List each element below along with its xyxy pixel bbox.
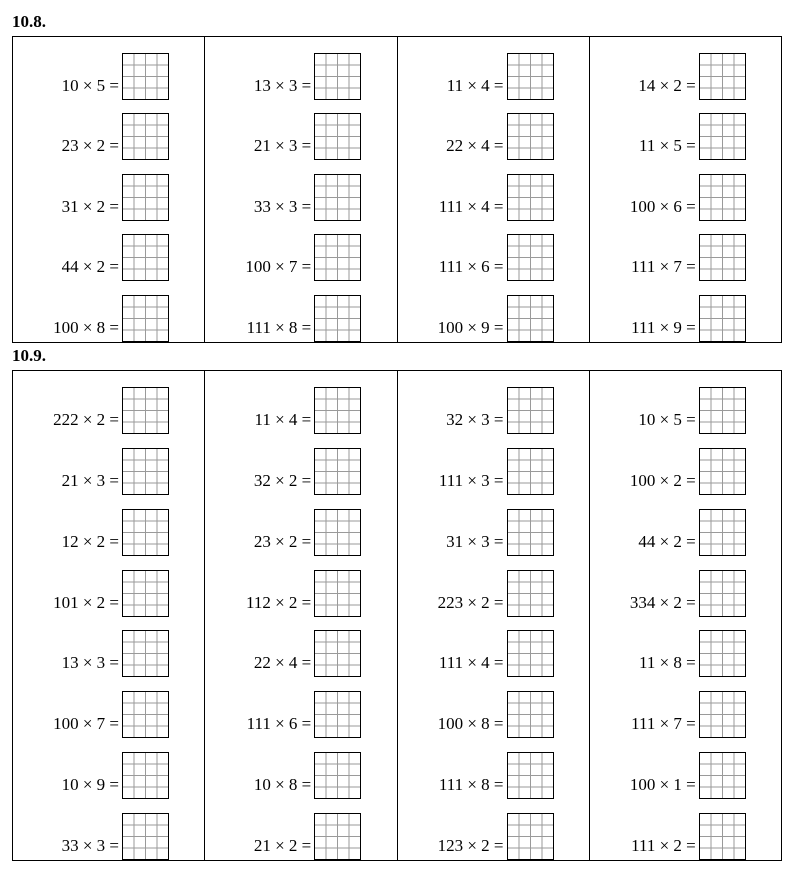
multiplication-expression: 33 × 3 =	[61, 836, 119, 855]
multiplication-expression: 112 × 2 =	[245, 592, 312, 612]
exercise-row	[590, 738, 781, 799]
answer-grid-box[interactable]	[507, 752, 554, 799]
answer-grid-box[interactable]	[699, 752, 746, 799]
answer-grid-box[interactable]	[507, 234, 554, 281]
exercise-row	[13, 799, 204, 860]
multiplication-expression: 111 × 8 =	[246, 317, 312, 337]
answer-grid-box[interactable]	[314, 630, 361, 677]
answer-grid-box[interactable]	[314, 509, 361, 556]
exercise-column	[205, 371, 397, 860]
answer-grid-box[interactable]	[314, 387, 361, 434]
answer-grid-box[interactable]	[314, 234, 361, 281]
exercise-column	[398, 371, 590, 860]
multiplication-expression: 111 × 9 =	[631, 317, 696, 337]
multiplication-expression: 100 × 9 =	[437, 317, 504, 337]
multiplication-expression: 111 × 4 =	[438, 653, 504, 673]
exercise-row	[590, 281, 781, 342]
multiplication-expression: 111 × 7 =	[631, 714, 696, 734]
multiplication-expression: 222 × 2 =	[53, 409, 119, 429]
multiplication-expression: 100 × 7 =	[53, 714, 119, 734]
answer-grid-box[interactable]	[122, 53, 169, 100]
answer-grid-box[interactable]	[122, 691, 169, 738]
answer-grid-box[interactable]	[507, 113, 554, 160]
exercise-row	[398, 617, 589, 678]
multiplication-expression: 10 × 5 =	[61, 75, 119, 95]
section-heading-10-8: 10.8.	[12, 12, 46, 31]
exercise-row	[205, 434, 396, 495]
exercise-table-10-8	[12, 36, 782, 343]
exercise-row	[398, 434, 589, 495]
answer-grid-box[interactable]	[699, 295, 746, 342]
exercise-row	[205, 495, 396, 556]
exercise-row	[398, 495, 589, 556]
answer-grid-box[interactable]	[314, 174, 361, 221]
exercise-row	[398, 160, 589, 221]
multiplication-expression: 23 × 2 =	[253, 531, 312, 551]
multiplication-expression: 100 × 1 =	[629, 775, 696, 795]
multiplication-expression: 33 × 3 =	[253, 196, 312, 216]
exercise-row	[205, 221, 396, 282]
exercise-row	[398, 799, 589, 860]
multiplication-expression: 31 × 3 =	[446, 531, 504, 551]
answer-grid-box[interactable]	[699, 630, 746, 677]
answer-grid-box[interactable]	[507, 813, 554, 860]
exercise-row	[13, 617, 204, 678]
exercise-row	[205, 799, 396, 860]
multiplication-expression: 100 × 2 =	[629, 470, 696, 490]
multiplication-expression: 32 × 3 =	[446, 409, 504, 429]
answer-grid-box[interactable]	[507, 53, 554, 100]
exercise-row	[590, 556, 781, 617]
answer-grid-box[interactable]	[507, 630, 554, 677]
exercise-row	[205, 617, 396, 678]
multiplication-expression: 22 × 4 =	[446, 136, 504, 156]
exercise-row	[205, 100, 396, 161]
multiplication-expression: 123 × 2 =	[437, 836, 504, 855]
exercise-row	[13, 556, 204, 617]
answer-grid-box[interactable]	[122, 174, 169, 221]
multiplication-expression: 12 × 2 =	[61, 531, 119, 551]
answer-grid-box[interactable]	[314, 295, 361, 342]
multiplication-expression: 14 × 2 =	[638, 75, 696, 95]
multiplication-expression: 111 × 2 =	[631, 836, 696, 855]
answer-grid-box[interactable]	[122, 448, 169, 495]
answer-grid-box[interactable]	[122, 813, 169, 860]
answer-grid-box[interactable]	[314, 752, 361, 799]
answer-grid-box[interactable]	[699, 691, 746, 738]
multiplication-expression: 11 × 5 =	[638, 136, 696, 156]
exercise-row	[13, 738, 204, 799]
answer-grid-box[interactable]	[699, 570, 746, 617]
exercise-row	[205, 677, 396, 738]
exercise-row	[13, 677, 204, 738]
multiplication-expression: 334 × 2 =	[629, 592, 696, 612]
exercise-row	[13, 39, 204, 100]
multiplication-expression: 111 × 3 =	[438, 470, 504, 490]
multiplication-expression: 22 × 4 =	[253, 653, 312, 673]
multiplication-expression: 13 × 3 =	[61, 653, 119, 673]
answer-grid-box[interactable]	[314, 53, 361, 100]
exercise-row	[398, 373, 589, 434]
multiplication-expression: 13 × 3 =	[253, 75, 312, 95]
multiplication-expression: 44 × 2 =	[638, 531, 696, 551]
answer-grid-box[interactable]	[122, 387, 169, 434]
multiplication-expression: 11 × 8 =	[638, 653, 696, 673]
exercise-row	[13, 160, 204, 221]
exercise-row	[398, 39, 589, 100]
multiplication-expression: 111 × 8 =	[438, 775, 504, 795]
multiplication-expression: 44 × 2 =	[61, 257, 119, 277]
exercise-row	[13, 434, 204, 495]
multiplication-expression: 11 × 4 =	[446, 75, 504, 95]
multiplication-expression: 11 × 4 =	[254, 409, 312, 429]
answer-grid-box[interactable]	[699, 387, 746, 434]
exercise-row	[590, 39, 781, 100]
answer-grid-box[interactable]	[122, 752, 169, 799]
multiplication-expression: 101 × 2 =	[53, 592, 119, 612]
exercise-column	[590, 371, 781, 860]
multiplication-expression: 10 × 5 =	[638, 409, 696, 429]
multiplication-expression: 23 × 2 =	[61, 136, 119, 156]
answer-grid-box[interactable]	[122, 113, 169, 160]
exercise-column	[13, 371, 205, 860]
multiplication-expression: 10 × 9 =	[61, 775, 119, 795]
exercise-row	[590, 100, 781, 161]
answer-grid-box[interactable]	[699, 509, 746, 556]
answer-grid-box[interactable]	[699, 813, 746, 860]
answer-grid-box[interactable]	[314, 570, 361, 617]
answer-grid-box[interactable]	[507, 448, 554, 495]
exercise-row	[205, 39, 396, 100]
answer-grid-box[interactable]	[699, 174, 746, 221]
exercise-row	[590, 495, 781, 556]
exercise-row	[13, 495, 204, 556]
exercise-row	[205, 556, 396, 617]
exercise-column	[590, 37, 781, 342]
answer-grid-box[interactable]	[507, 295, 554, 342]
exercise-table-10-9	[12, 370, 782, 861]
exercise-row	[205, 373, 396, 434]
exercise-row	[13, 281, 204, 342]
multiplication-expression: 31 × 2 =	[61, 196, 119, 216]
multiplication-expression: 21 × 3 =	[61, 470, 119, 490]
exercise-row	[590, 677, 781, 738]
multiplication-expression: 21 × 3 =	[253, 136, 312, 156]
answer-grid-box[interactable]	[699, 53, 746, 100]
multiplication-expression: 21 × 2 =	[253, 836, 312, 855]
exercise-row	[590, 221, 781, 282]
exercise-row	[590, 160, 781, 221]
multiplication-expression: 111 × 6 =	[246, 714, 312, 734]
multiplication-expression: 111 × 7 =	[631, 257, 696, 277]
answer-grid-box[interactable]	[314, 813, 361, 860]
answer-grid-box[interactable]	[314, 113, 361, 160]
exercise-row	[205, 738, 396, 799]
answer-grid-box[interactable]	[507, 509, 554, 556]
exercise-column	[398, 37, 590, 342]
answer-grid-box[interactable]	[699, 234, 746, 281]
exercise-row	[205, 160, 396, 221]
exercise-row	[398, 738, 589, 799]
answer-grid-box[interactable]	[122, 570, 169, 617]
exercise-column	[13, 37, 205, 342]
exercise-row	[398, 100, 589, 161]
answer-grid-box[interactable]	[122, 295, 169, 342]
answer-grid-box[interactable]	[507, 387, 554, 434]
answer-grid-box[interactable]	[699, 448, 746, 495]
exercise-row	[590, 373, 781, 434]
multiplication-expression: 100 × 6 =	[629, 196, 696, 216]
exercise-row	[398, 221, 589, 282]
exercise-row	[590, 799, 781, 860]
answer-grid-box[interactable]	[507, 691, 554, 738]
multiplication-expression: 100 × 8 =	[53, 317, 119, 337]
answer-grid-box[interactable]	[122, 630, 169, 677]
exercise-row	[590, 434, 781, 495]
answer-grid-box[interactable]	[507, 570, 554, 617]
answer-grid-box[interactable]	[122, 509, 169, 556]
multiplication-expression: 223 × 2 =	[437, 592, 504, 612]
multiplication-expression: 111 × 4 =	[438, 196, 504, 216]
multiplication-expression: 100 × 8 =	[437, 714, 504, 734]
multiplication-expression: 100 × 7 =	[245, 257, 312, 277]
section-heading-10-9: 10.9.	[12, 346, 46, 365]
exercise-row	[205, 281, 396, 342]
answer-grid-box[interactable]	[314, 448, 361, 495]
exercise-row	[398, 677, 589, 738]
multiplication-expression: 32 × 2 =	[253, 470, 312, 490]
multiplication-expression: 111 × 6 =	[438, 257, 504, 277]
exercise-row	[590, 617, 781, 678]
exercise-column	[205, 37, 397, 342]
answer-grid-box[interactable]	[314, 691, 361, 738]
answer-grid-box[interactable]	[122, 234, 169, 281]
exercise-row	[13, 373, 204, 434]
exercise-row	[13, 100, 204, 161]
exercise-row	[398, 281, 589, 342]
exercise-row	[398, 556, 589, 617]
answer-grid-box[interactable]	[699, 113, 746, 160]
multiplication-expression: 10 × 8 =	[253, 775, 312, 795]
answer-grid-box[interactable]	[507, 174, 554, 221]
exercise-row	[13, 221, 204, 282]
